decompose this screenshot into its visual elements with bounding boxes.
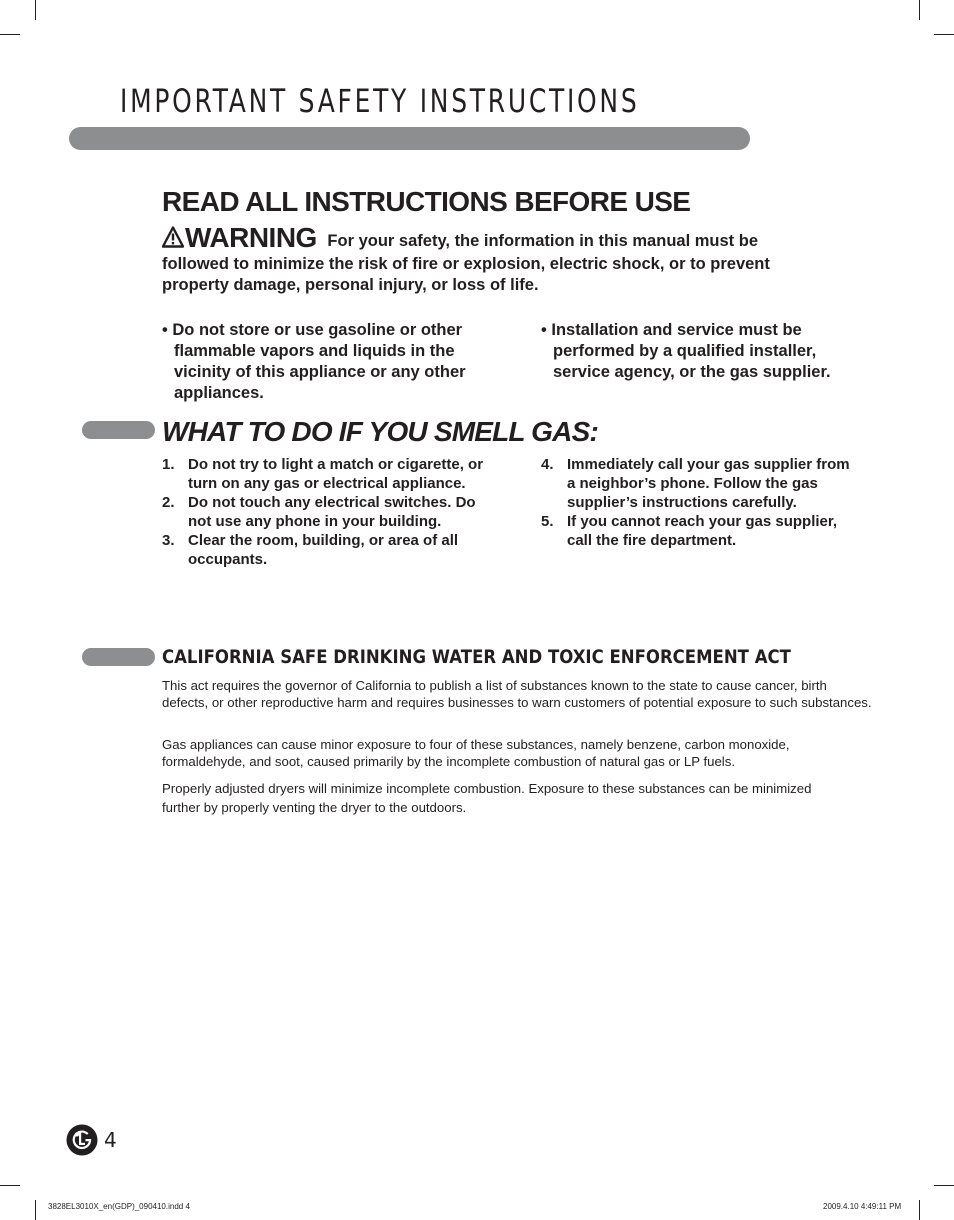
step-number: 3. <box>162 532 175 549</box>
warning-block <box>162 222 822 296</box>
step-text: Do not touch any electrical switches. Do not use any phone in your building. <box>188 494 476 530</box>
step-text: Clear the room, building, or area of all occupants. <box>188 532 459 568</box>
list-item <box>162 531 496 569</box>
gas-steps-right <box>541 455 851 550</box>
list-item <box>541 455 851 512</box>
bullet-installation: • Installation and service must be performed by a qualified installer, service agency, or the gas supplier. <box>541 321 831 381</box>
warning-text-first: For your safety, the information in this manual must be <box>327 232 759 250</box>
bullet-text: Do not store or use gasoline or other flammable vapors and liquids in the vicinity of this appliance or any other appliances. <box>172 321 466 402</box>
step-number: 1. <box>162 456 175 473</box>
crop-mark <box>919 0 920 20</box>
crop-mark <box>934 34 954 35</box>
california-heading: CALIFORNIA SAFE DRINKING WATER AND TOXIC ENFORCEMENT ACT <box>162 646 791 668</box>
footer-timestamp: 2009.4.10 4:49:11 PM <box>823 1202 902 1211</box>
california-paragraph: Gas appliances can cause minor exposure to four of these substances, namely benzene, carbon monoxide, formaldehyde, and soot, caused primarily by the incomplete combustion of natural gas or LP fuels. <box>162 737 790 769</box>
list-item <box>162 455 496 493</box>
california-paragraph: This act requires the governor of California to publish a list of substances known to the state to cause cancer, birth defects, or other reproductive harm and requires businesses to warn customers of potential exposure to such substances. <box>162 678 872 710</box>
footer-file: 3828EL3010X_en(GDP)_090410.indd 4 <box>48 1202 190 1211</box>
list-item <box>541 512 851 550</box>
title-bar <box>69 127 750 150</box>
gas-steps-left <box>162 455 496 569</box>
section-pill <box>82 648 155 666</box>
lg-logo-icon <box>66 1124 98 1161</box>
crop-mark <box>35 0 36 20</box>
section-pill <box>82 421 155 439</box>
step-number: 5. <box>541 513 554 530</box>
bullet-text: Installation and service must be performed by a qualified installer, service agency, or the gas supplier. <box>551 321 831 381</box>
step-text: Do not try to light a match or cigarette, or turn on any gas or electrical appliance. <box>188 456 484 492</box>
crop-mark <box>0 34 20 35</box>
crop-mark <box>35 1200 36 1220</box>
warning-label: WARNING <box>185 222 317 253</box>
page-title: IMPORTANT SAFETY INSTRUCTIONS <box>120 82 640 120</box>
step-number: 4. <box>541 456 554 473</box>
california-paragraph: Properly adjusted dryers will minimize incomplete combustion. Exposure to these substances can be minimized further by properly venting the dryer to the outdoors. <box>162 781 812 815</box>
step-text: Immediately call your gas supplier from a neighbor’s phone. Follow the gas supplier’s instructions carefully. <box>567 456 850 511</box>
gas-heading: WHAT TO DO IF YOU SMELL GAS: <box>162 416 598 447</box>
list-item <box>162 493 496 531</box>
crop-mark <box>919 1200 920 1220</box>
page-number: 4 <box>104 1128 117 1152</box>
crop-mark <box>934 1185 954 1186</box>
crop-mark <box>0 1185 20 1186</box>
bullet-gasoline: • Do not store or use gasoline or other flammable vapors and liquids in the vicinity of this appliance or any other appliances. <box>162 321 466 402</box>
step-text: If you cannot reach your gas supplier, call the fire department. <box>567 513 838 549</box>
warning-text-rest: followed to minimize the risk of fire or explosion, electric shock, or to prevent property damage, personal injury, or loss of life. <box>162 255 770 294</box>
warning-triangle-icon <box>162 226 184 254</box>
read-all-heading: READ ALL INSTRUCTIONS BEFORE USE <box>162 186 691 217</box>
step-number: 2. <box>162 494 175 511</box>
